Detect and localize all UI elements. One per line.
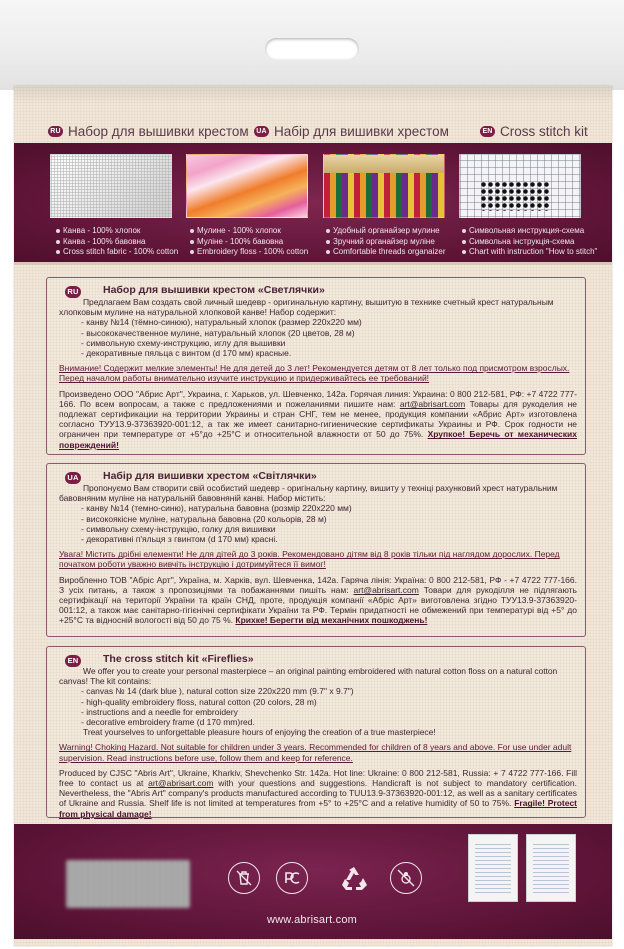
producer-text: Виробленно ТОВ "Абріс Арт", Україна, м. Харків, вул. Шевченка, 142а. Гаряча лінія: Україна: 0 800 212-581, РФ - +7 4722 777-166. З усіх питань, а також з пропозиціями та побажаннями пишіть нам:: [59, 574, 577, 595]
feature-caption-organizer: [326, 226, 466, 258]
producer-en: [59, 768, 577, 819]
intro-ru: Предлагаем Вам создать свой личный шедевр - оригинальную картину, вышитую в технике счетный крест натуральным хлопковым мулине на натуральной хлопковой канве! Набор содержит:: [59, 297, 554, 318]
caption-line: Муліне - 100% бавовна: [197, 236, 284, 246]
recycle-icon: [338, 862, 370, 894]
card-fold-shadow: [14, 86, 612, 104]
caption-line: Символьная инструкция-схема: [469, 226, 585, 235]
lang-badge-ru: RU: [48, 126, 63, 137]
title-en: [480, 124, 588, 139]
certificate-image: [526, 834, 576, 902]
list-item: - символьну схему-інструкцію, голку для вишивки: [81, 523, 276, 534]
producer-text: Произведено ООО "Абрис Арт", Украина, г. Харьков, ул. Шевченко, 142а. Горячая линия: Украина: 0 800 212-581, РФ: +7 4722 777-166. По всем вопросам, а также с предложениями и пожеланиями пишите нам:: [59, 388, 577, 409]
list-item: - высококачественное мулине, натуральный хлопок (20 цветов, 28 м): [81, 327, 355, 338]
hang-hole: [265, 38, 359, 60]
intro-en: We offer you to create your personal masterpiece – an original painting embroidered with natural cotton floss on a natural cotton canvas! The kit contains:: [59, 666, 558, 687]
list-item: - високоякісне муліне, натуральна бавовна (20 кольорів, 28 м): [81, 513, 327, 524]
description-ru: [46, 277, 586, 455]
lang-badge-ua: UA: [65, 472, 81, 484]
kit-title-en: The cross stitch kit «Fireflies»: [103, 653, 254, 665]
warning-ua: Увага! Містить дрібні елементи! Не для дітей до 3 років. Рекомендовано дітям від 8 років тільки під наглядом дорослих. Перед початком роботи уважно вивчіть інструкцію і дотримуйтеся її вимог!: [59, 549, 560, 570]
website-url[interactable]: www.abrisart.com: [267, 914, 357, 926]
producer-text: Товари для рукоділля не підлягають сертифікації на території України та країн СНД, проте, продукція компанії «Абріс Арт» виготовлена згідно ТУУ13.9-37363920-001:12, а також має санітарно-гігієнічні сертифікати України та РФ. Термін придатності не обмежений при температурі від +5° до +25°С та відносній вологості від 50 до 75 %.: [59, 584, 577, 626]
caption-line: Символьна інструкція-схема: [469, 236, 575, 246]
plastic-hang-tab: [0, 0, 624, 90]
fragile-note-ru: Хрупкое! Беречь от механических повреждений!: [59, 429, 577, 450]
title-ua-label: Набір для вишивки хрестом: [274, 123, 449, 139]
email-link-ua[interactable]: art@abrisart.com: [353, 584, 419, 595]
email-link-ru[interactable]: art@abrisart.com: [399, 398, 466, 409]
language-title-bar: [14, 122, 612, 140]
producer-text: with your questions and suggestions. Handicraft is not subject to mandatory certification. Nevertheless, the "Abris Art" company's products manufactured according to TUU13.9-37363920-001:12, as well as a sanitary certificates of Ukraine and Russia. Shelf life is not limited at temperatures from +5° to +25°C and a relative humidity of 50 to 75%.: [59, 778, 577, 809]
floss-photo: [186, 154, 308, 218]
caption-line: Chart with instruction "How to stitch": [469, 247, 598, 256]
intro-ua: Пропонуємо Вам створити свій особистий шедевр - оригінальну картину, вишиту у техніці рахунковий хрест натуральним бавовняним муліне на натуральній бавовняній канві. Набор містить:: [59, 483, 558, 504]
warning-ru: Внимание! Содержит мелкие элементы! Не для детей до 3 лет! Рекомендуется детям от 8 лет только под присмотром взрослых. Перед началом работы внимательно изучите инструкцию и придерживайтесь ее требований!: [59, 363, 570, 384]
feature-caption-canvas: [56, 226, 196, 258]
list-item: - символьную схему-инструкцию, иглу для вышивки: [81, 337, 286, 348]
kit-title-ua: Набір для вишивки хрестом «Світлячки»: [103, 470, 317, 482]
outro-en: Treat yourselves to unforgettable pleasure hours of enjoying the creation of a true masterpiece!: [83, 727, 436, 738]
caption-line: Cross stitch fabric - 100% cotton: [63, 247, 179, 256]
title-ru: [48, 124, 249, 139]
caption-line: Мулине - 100% хлопок: [197, 226, 281, 235]
producer-ru: [59, 389, 577, 450]
list-item: - decorative embroidery frame (d 170 mm)red.: [81, 717, 255, 728]
chart-instruction-photo: [459, 154, 581, 218]
list-item: - декоративные пяльца с винтом (d 170 мм) красные.: [81, 348, 292, 359]
lang-badge-en: EN: [480, 126, 495, 137]
fragile-note-en: Fragile! Protect from physical damage!: [59, 798, 577, 819]
list-item: - канву №14 (темно-синю), натуральна бавовна (розмір 220х220 мм): [81, 503, 352, 514]
canvas-fabric-photo: [50, 154, 172, 218]
feature-caption-floss: [190, 226, 330, 258]
caption-line: Канва - 100% хлопок: [63, 226, 141, 235]
kit-title-ru: Набор для вышивки крестом «Светлячки»: [103, 284, 325, 296]
producer-ua: [59, 575, 577, 626]
list-item: - high-quality embroidery floss, natural cotton (20 colors, 28 m): [81, 696, 317, 707]
certificate-image: [468, 834, 518, 902]
band-divider: [14, 262, 612, 265]
caption-line: Зручний органайзер муліне: [333, 236, 435, 246]
list-item: - canvas № 14 (dark blue ), natural cotton size 220x220 mm (9.7" x 9.7"): [81, 686, 354, 697]
lang-badge-ua: UA: [254, 126, 269, 137]
age-0-3-prohibited-icon: [390, 862, 422, 894]
list-item: - декоративні п'яльця з гвинтом (d 170 мм) красні.: [81, 534, 278, 545]
email-link-en[interactable]: art@abrisart.com: [148, 778, 214, 789]
title-ru-label: Набор для вышивки крестом: [68, 123, 249, 139]
producer-text: Produced by CJSC "Abris Art", Ukraine, Kharkiv, Shevchenko Str. 142a. Hot line: Ukraine: 0 800 212-581, Russia: + 7 4722 777-166. Fill free to contact us at: [59, 767, 577, 789]
description-ua: [46, 463, 586, 637]
caption-line: Comfortable threads organaizer: [333, 247, 446, 256]
warning-en: Warning! Choking Hazard. Not suitable for children under 3 years. Recommended for children of 8 years and above. For use under adult supervision. Read instructions before use, follow them and keep for reference.: [59, 742, 572, 763]
producer-text: Товары для рукоделия не подлежат сертификации на территории Украины и стран СНГ, тем не менее, продукция компании «Абрис Арт» изготовлена согласно ТУУ13.9-37363920-001:12, а так же имеет санитарно-гигиенические сертификаты Украины и РФ. Срок годности не ограничен при температуре от +5°до +25°С и относительной влажности от 50 до 75%.: [59, 398, 577, 440]
title-ua: [254, 124, 449, 139]
trash-bin-icon: [228, 862, 260, 894]
description-en: [46, 646, 586, 818]
thread-organizer-photo: [323, 154, 445, 218]
list-item: - instructions and a needle for embroidery: [81, 706, 238, 717]
feature-caption-chart: [462, 226, 602, 258]
fragile-note-ua: Крихке! Берегти від механічних пошкоджень!: [235, 615, 428, 626]
lang-badge-ru: RU: [65, 286, 81, 298]
lang-badge-en: EN: [65, 655, 81, 667]
pct-certification-icon: [276, 862, 308, 894]
caption-line: Удобный органайзер мулине: [333, 226, 440, 235]
barcode-blurred: [66, 860, 190, 908]
caption-line: Канва - 100% бавовна: [63, 236, 146, 246]
title-en-label: Cross stitch kit: [500, 123, 588, 139]
caption-line: Embroidery floss - 100% cotton: [197, 247, 309, 256]
list-item: - канву №14 (тёмно-синюю), натуральный хлопок (размер 220х220 мм): [81, 317, 362, 328]
